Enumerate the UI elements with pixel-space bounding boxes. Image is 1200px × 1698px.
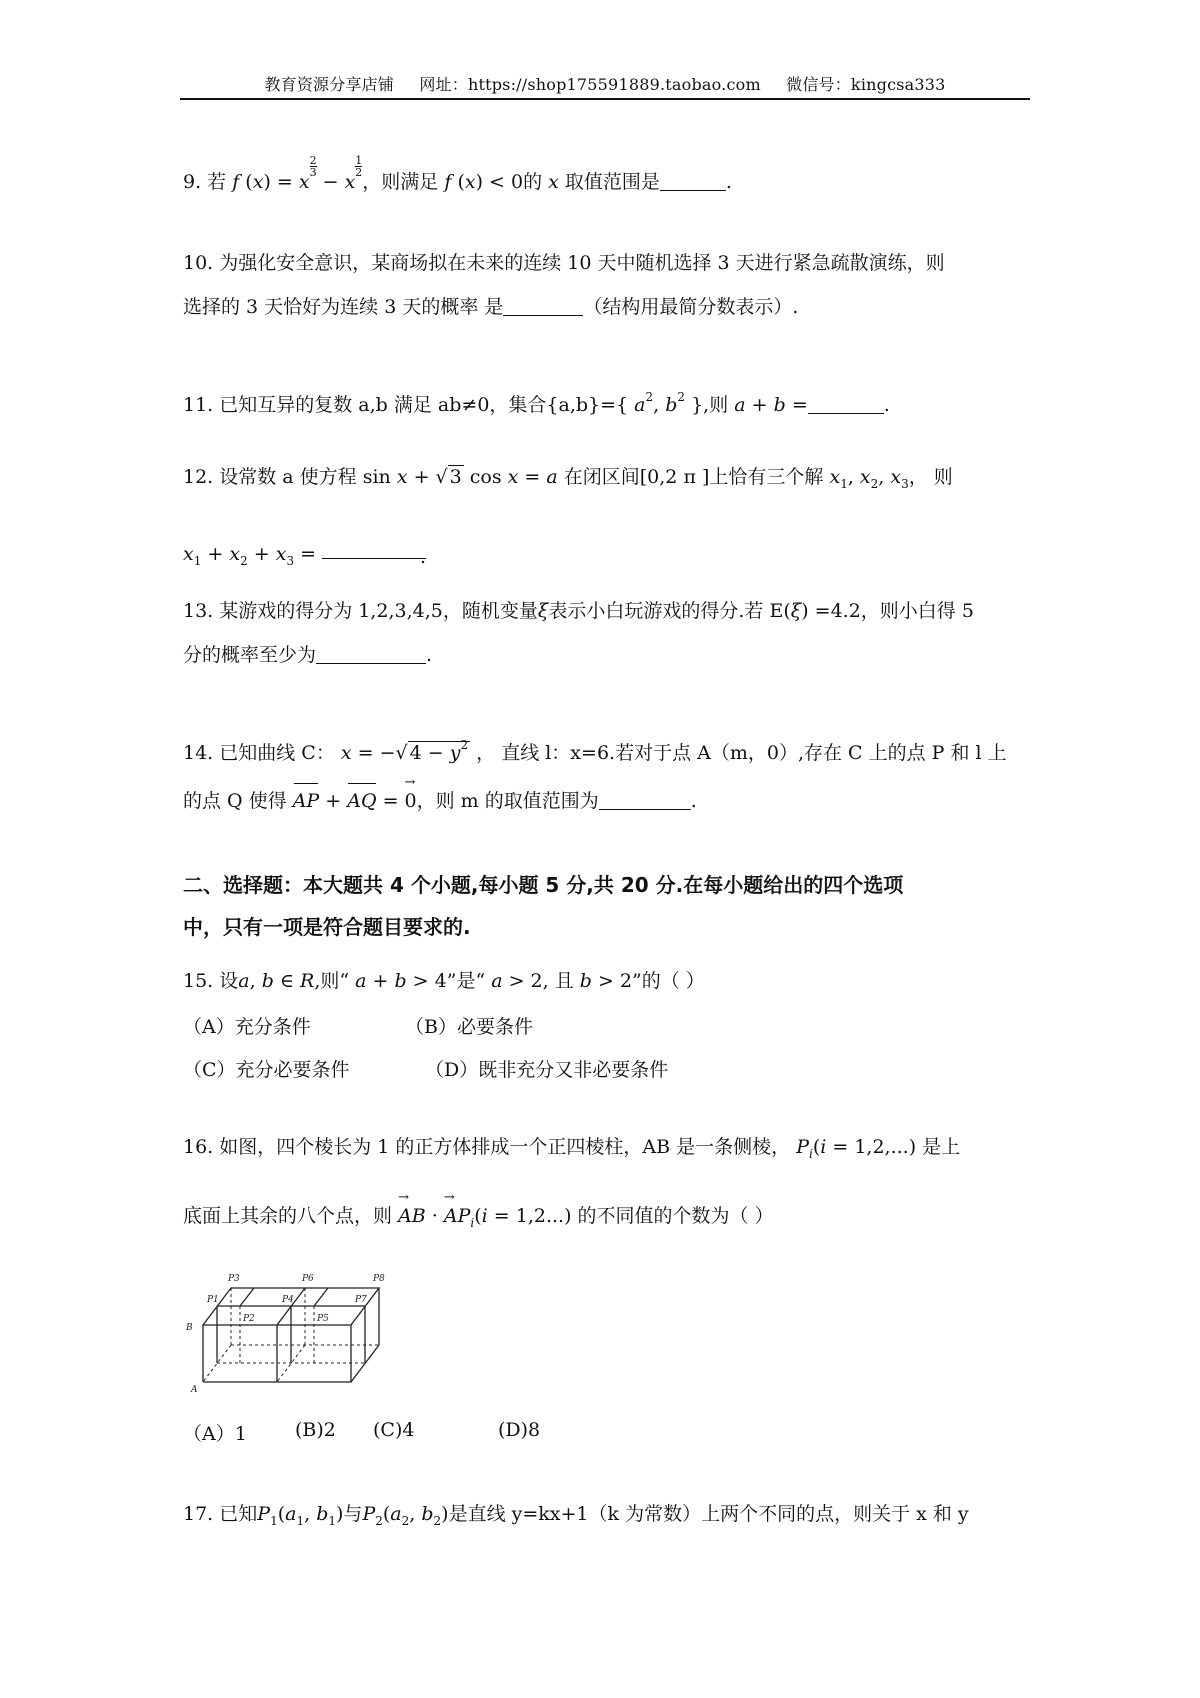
q9-mid: ，则满足 [362,171,439,193]
q12-b: 在闭区间[0,2 [563,466,678,488]
q12-d: ， 则 [908,466,953,488]
question-12: 12. 设常数 a 使方程 sin x + √ 3 cos x = a 在闭区间[0,2 π ]上恰有三个解 $x_1$, $x_2$, $x_3$， 则 $x_1 + x_2 + x_3$ = . [183,466,953,568]
q14-c: 的点 Q 使得 [183,790,287,812]
q9-tail2: 取值范围是 [564,171,660,193]
page-header [180,72,1030,95]
q17-a: 17. 已知 [183,1503,258,1525]
q15-a: 15. 设 [183,970,239,992]
q17-c: 是直线 y=kx+1（k 为常数）上两个不同的点，则关于 x 和 y [448,1503,969,1525]
q11-a: 11. 已知互异的复数 a,b 满足 ab≠0，集合{a,b}={ [183,394,629,416]
q16-line1a: 16. 如图，四个棱长为 1 的正方体排成一个正四棱柱，AB 是一条侧棱， [183,1136,791,1158]
q13-line1b: 表示小白玩游戏的得分.若 E( [548,600,791,622]
label-P4: P4 [282,1295,294,1305]
question-9: 9. 若 f (x) = x $\frac{2}{3}$ − x $\frac{1}{2}$ ，则满足 f (x) < 0的 x 取值范围是 . [183,154,732,193]
label-B: B [186,1323,193,1333]
q15-b: ,则“ [314,970,350,992]
label-P1: P1 [207,1295,219,1305]
answer-blank[interactable] [316,643,426,664]
q14-b: ， 直线 l：x=6.若对于点 A（m，0）,存在 C 上的点 P 和 l 上 [476,742,1007,764]
q15-c: ”是“ [446,970,486,992]
q11-b: },则 [691,394,729,416]
header-wechat: 微信号：kingcsa333 [786,75,946,94]
answer-blank[interactable] [660,170,726,191]
label-P2: P2 [243,1314,255,1324]
q15-d: ”的（ ） [632,970,705,992]
q12-c: ]上恰有三个解 [702,466,824,488]
prism-figure [183,1250,393,1395]
q15-option-c[interactable]: （C）充分必要条件 [183,1059,350,1081]
q10-line2a: 选择的 3 天恰好为连续 3 天的概率 是 [183,296,504,318]
q15-option-a[interactable]: （A）充分条件 [183,1016,311,1038]
section-2-heading: 二、选择题：本大题共 4 个小题,每小题 5 分,共 20 分.在每小题给出的四个选项 中，只有一项是符合题目要求的. [183,873,904,939]
label-P8: P8 [373,1274,385,1284]
label-A: A [191,1385,198,1395]
q16-option-a[interactable]: （A）1 [183,1423,247,1445]
answer-blank[interactable] [503,295,583,316]
question-11: 11. 已知互异的复数 a,b 满足 ab≠0，集合{a,b}={ $a^2$, $b^2$ },则 a + b = . [183,390,890,416]
question-15: 15. 设a, b ∈ R,则“ a + b > 4”是“ a > 2, 且 b > 2”的（ ） [183,970,705,992]
answer-blank[interactable]: . [322,538,426,559]
q13-line1a: 13. 某游戏的得分为 1,2,3,4,5，随机变量 [183,600,538,622]
question-16: 16. 如图，四个棱长为 1 的正方体排成一个正四棱柱，AB 是一条侧棱， $P_i(i = 1,2,...)$ 是上 底面上其余的八个点，则 → AB · → $AP_i(i = 1,2...)$ 的不同值的个数为（ ） [183,1128,1023,1242]
q16-option-b[interactable]: (B)2 [295,1419,336,1441]
q9-num: 9. 若 [183,171,227,193]
label-P3: P3 [228,1274,240,1284]
q13-line2: 分的概率至少为 [183,644,317,666]
q14-d: ，则 m 的取值范围为 [416,790,599,812]
q15-option-b[interactable]: （B）必要条件 [405,1016,533,1038]
header-url: 网址：https://shop175591889.taobao.com [419,75,761,94]
q9-formula: f [232,171,240,193]
question-13: 13. 某游戏的得分为 1,2,3,4,5，随机变量ξ表示小白玩游戏的得分.若 E(ξ) =4.2，则小白得 5 分的概率至少为 . [183,600,974,666]
question-17: 17. 已知$P_1(a_1$, $b_1$)与$P_2(a_2$, $b_2$)是直线 y=kx+1（k 为常数）上两个不同的点，则关于 x 和 y [183,1503,969,1528]
question-10 [183,244,1023,326]
q16-option-c[interactable]: (C)4 [373,1419,415,1441]
answer-blank[interactable] [599,789,691,810]
label-P5: P5 [317,1314,329,1324]
label-P6: P6 [302,1274,314,1284]
q12-a: 12. 设常数 a 使方程 [183,466,357,488]
q15-option-d[interactable]: （D）既非充分又非必要条件 [425,1059,669,1081]
q10-line2b: （结构用最简分数表示）. [583,296,799,318]
q16-line1b: 是上 [922,1136,961,1158]
q13-line1c: ) =4.2，则小白得 5 [801,600,974,622]
q9-tail: 的 [523,171,543,193]
q14-a: 14. 已知曲线 C： [183,742,335,764]
label-P7: P7 [355,1295,367,1305]
question-14: 14. 已知曲线 C： x = −√ $4 - y^2$ ， 直线 l：x=6.若对于点 A（m，0）,存在 C 上的点 P 和 l 上 的点 Q 使得 AP + AQ = → 0，则 m 的取值范围为 . [183,726,1023,820]
header-divider [180,98,1030,100]
q16-option-d[interactable]: (D)8 [498,1419,541,1441]
q16-line2a: 底面上其余的八个点，则 [183,1205,393,1227]
q16-line2b: 的不同值的个数为（ ） [577,1205,774,1227]
q17-b: 与 [343,1503,363,1525]
header-shop: 教育资源分享店铺 [264,75,395,94]
q10-line1: 10. 为强化安全意识，某商场拟在未来的连续 10 天中随机选择 3 天进行紧急疏散演练，则 [183,252,945,274]
answer-blank[interactable] [808,393,884,414]
